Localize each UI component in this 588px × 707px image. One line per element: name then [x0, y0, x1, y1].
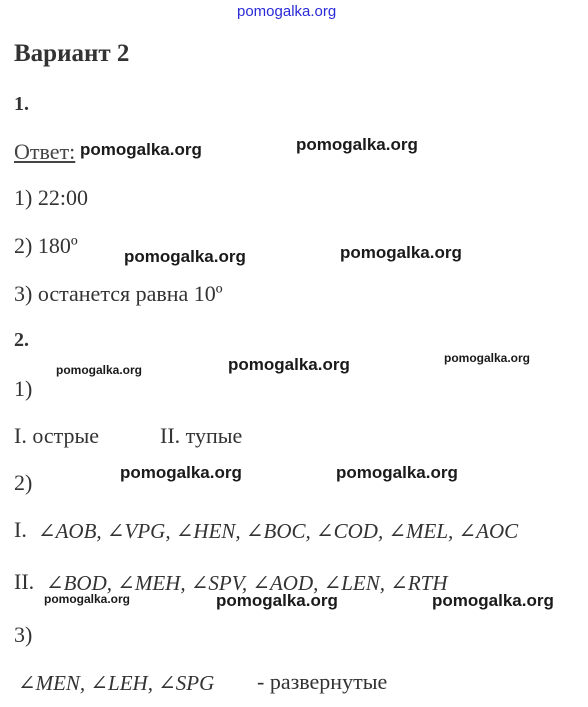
page-title: Вариант 2 [14, 40, 130, 67]
watermark: pomogalka.org [124, 247, 246, 266]
line-II-prefix: II. [14, 569, 35, 594]
watermark: pomogalka.org [340, 243, 462, 262]
task-1-item-3: 3) останется равна 10º [14, 281, 223, 306]
line-I-prefix: I. [14, 517, 27, 542]
straight-angles-suffix: - развернутые [257, 669, 388, 694]
watermark: pomogalka.org [336, 463, 458, 482]
straight-angles-list: ∠MEN, ∠LEH, ∠SPG [18, 671, 215, 695]
obtuse-angles-list: ∠BOD, ∠MEH, ∠SPV, ∠AOD, ∠LEN, ∠RTH [46, 571, 448, 595]
watermark: pomogalka.org [444, 351, 531, 365]
task-1-item-2: 2) 180º [14, 233, 78, 258]
watermark: pomogalka.org [80, 140, 202, 159]
task-2-part-2: 2) [14, 470, 33, 495]
watermark-top: pomogalka.org [237, 3, 337, 20]
task-1-item-1: 1) 22:00 [14, 185, 88, 210]
watermark: pomogalka.org [216, 591, 338, 610]
watermark: pomogalka.org [228, 355, 350, 374]
watermark: pomogalka.org [432, 591, 554, 610]
group-obtuse-label: II. тупые [160, 423, 243, 448]
watermark: pomogalka.org [44, 592, 131, 606]
acute-angles-list: ∠AOB, ∠VPG, ∠HEN, ∠BOC, ∠COD, ∠MEL, ∠AOC [38, 519, 519, 543]
task-2-part-1: 1) [14, 376, 33, 401]
task-2-part-3: 3) [14, 622, 33, 647]
group-acute-label: I. острые [14, 423, 100, 448]
watermark: pomogalka.org [296, 135, 418, 154]
watermark: pomogalka.org [120, 463, 242, 482]
task-2-number: 2. [14, 329, 29, 351]
watermark: pomogalka.org [56, 363, 143, 377]
answer-label: Ответ: [14, 139, 76, 164]
task-1-number: 1. [14, 93, 29, 115]
